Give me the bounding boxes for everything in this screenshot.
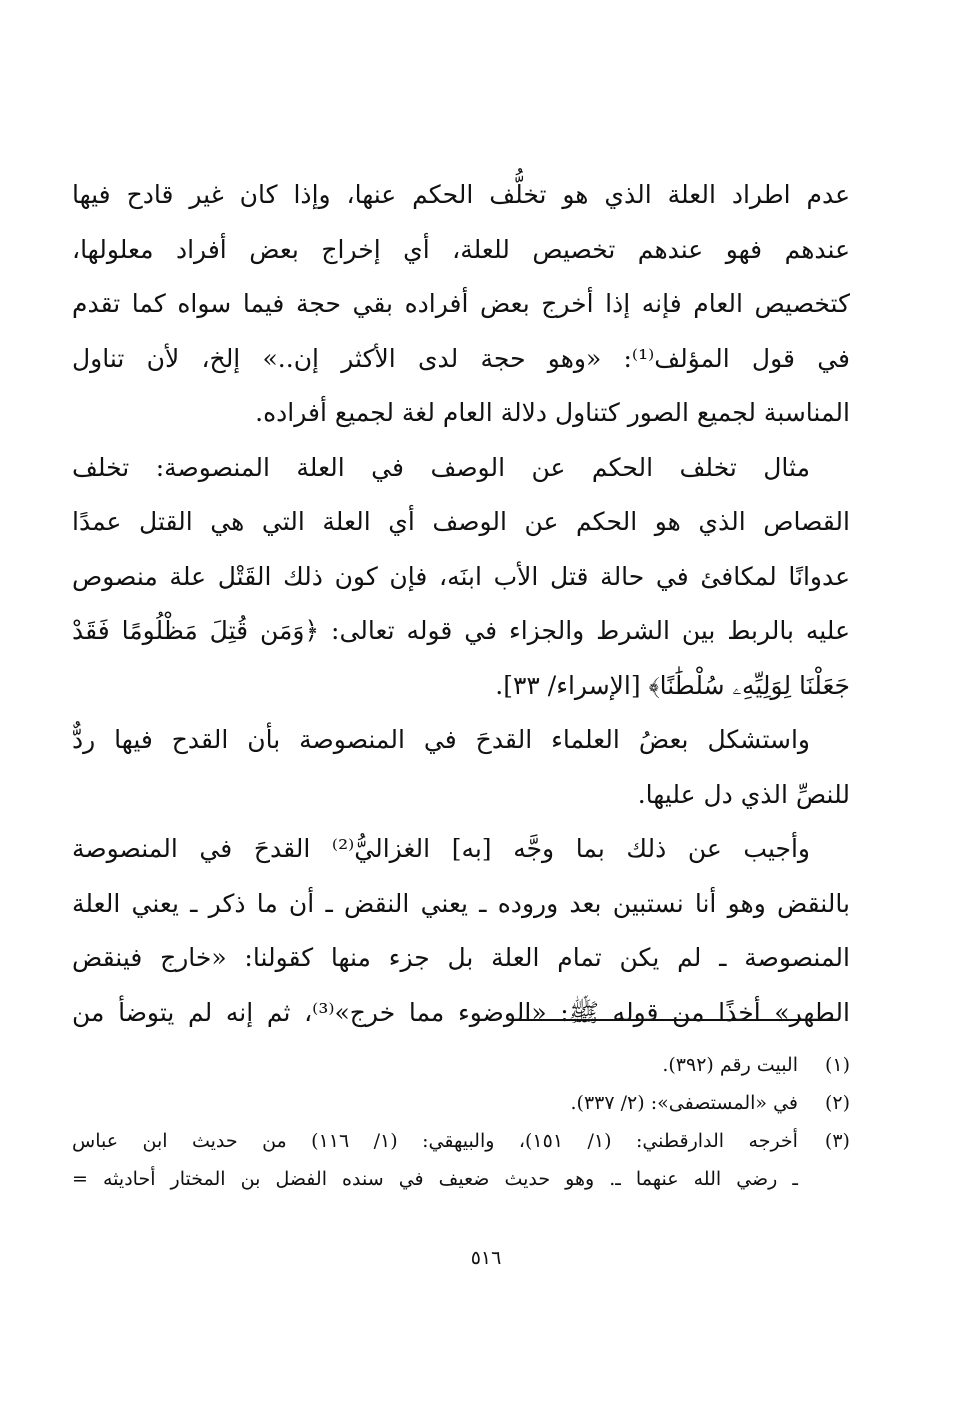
footnote-3 — [72, 1122, 850, 1160]
text-line: القصاص الذي هو الحكم عن الوصف أي العلة التي هي القتل عمدًا — [72, 507, 850, 536]
text-line: عليه بالربط بين الشرط والجزاء في قوله تعالى: ﴿وَمَن قُتِلَ مَظْلُومًا فَقَدْ — [72, 616, 850, 645]
footnote-text: أخرجه الدارقطني: (١/ ١٥١)، والبيهقي: (١/ ١١٦) من حديث ابن عباس — [72, 1130, 798, 1152]
text-line: في قول المؤلف⁽¹⁾: «وهو حجة لدى الأكثر إن..» إلخ، لأن تناول — [72, 343, 850, 373]
text-line: كتخصيص العام فإنه إذا أخرج بعض أفراده بقي حجة فيما سواه كما تقدم — [72, 289, 850, 318]
page-number: ٥١٦ — [470, 1247, 502, 1269]
footnote-2 — [72, 1084, 850, 1122]
text-line: عندهم فهو عندهم تخصيص للعلة، أي إخراج بعض أفراد معلولها، — [72, 234, 850, 264]
main-text — [72, 168, 850, 1040]
text-line: للنصِّ الذي دل عليها. — [637, 779, 850, 809]
footnote-3-continued: ـ رضي الله عنهما ـ. وهو حديث ضعيف في سنده الفضل بن المختار أحاديثه = — [72, 1168, 798, 1190]
text-line: مثال تخلف الحكم عن الوصف في العلة المنصوصة: تخلف — [72, 452, 810, 482]
text-line: المناسبة لجميع الصور كتناول دلالة العام لغة لجميع أفراده. — [255, 398, 850, 427]
text-line: جَعَلْنَا لِوَلِيِّهِۦ سُلْطَٰنًا﴾ [الإسراء/ ٣٣]. — [495, 670, 850, 700]
text-line: بالنقض وهو أنا نستبين بعد وروده ـ يعني النقض ـ أن ما ذكر ـ يعني العلة — [72, 888, 850, 918]
footnote-number: (٣) — [824, 1130, 850, 1152]
text-line: وأجيب عن ذلك بما وجَّه [به] الغزاليُّ⁽²⁾ القدحَ في المنصوصة — [72, 834, 810, 863]
footnote-text: في «المستصفى»: (٢/ ٣٣٧). — [570, 1092, 798, 1114]
footnote-number: (٢) — [824, 1092, 850, 1114]
footnote-separator — [518, 1019, 834, 1021]
text-line: الطهر» أخذًا من قوله ﷺ: «الوضوء مما خرج»⁽³⁾، ثم إنه لم يتوضأ من — [72, 997, 850, 1027]
footnote-number: (١) — [824, 1054, 850, 1076]
text-line: عدوانًا لمكافئ في حالة قتل الأب ابنَه، فإن كون ذلك القَتْل علة منصوص — [72, 561, 850, 591]
text-line: عدم اطراد العلة الذي هو تخلُّف الحكم عنها، وإذا كان غير قادح فيها — [72, 180, 850, 209]
text-line: المنصوصة ـ لم يكن تمام العلة بل جزء منها كقولنا: «خارج فينقض — [72, 943, 850, 972]
footnote-1 — [72, 1046, 850, 1084]
footnotes — [72, 1046, 850, 1198]
footnote-text: البيت رقم (٣٩٢). — [662, 1054, 798, 1076]
text-line: واستشكل بعضُ العلماء القدحَ في المنصوصة بأن القدح فيها ردٌّ — [72, 725, 810, 754]
